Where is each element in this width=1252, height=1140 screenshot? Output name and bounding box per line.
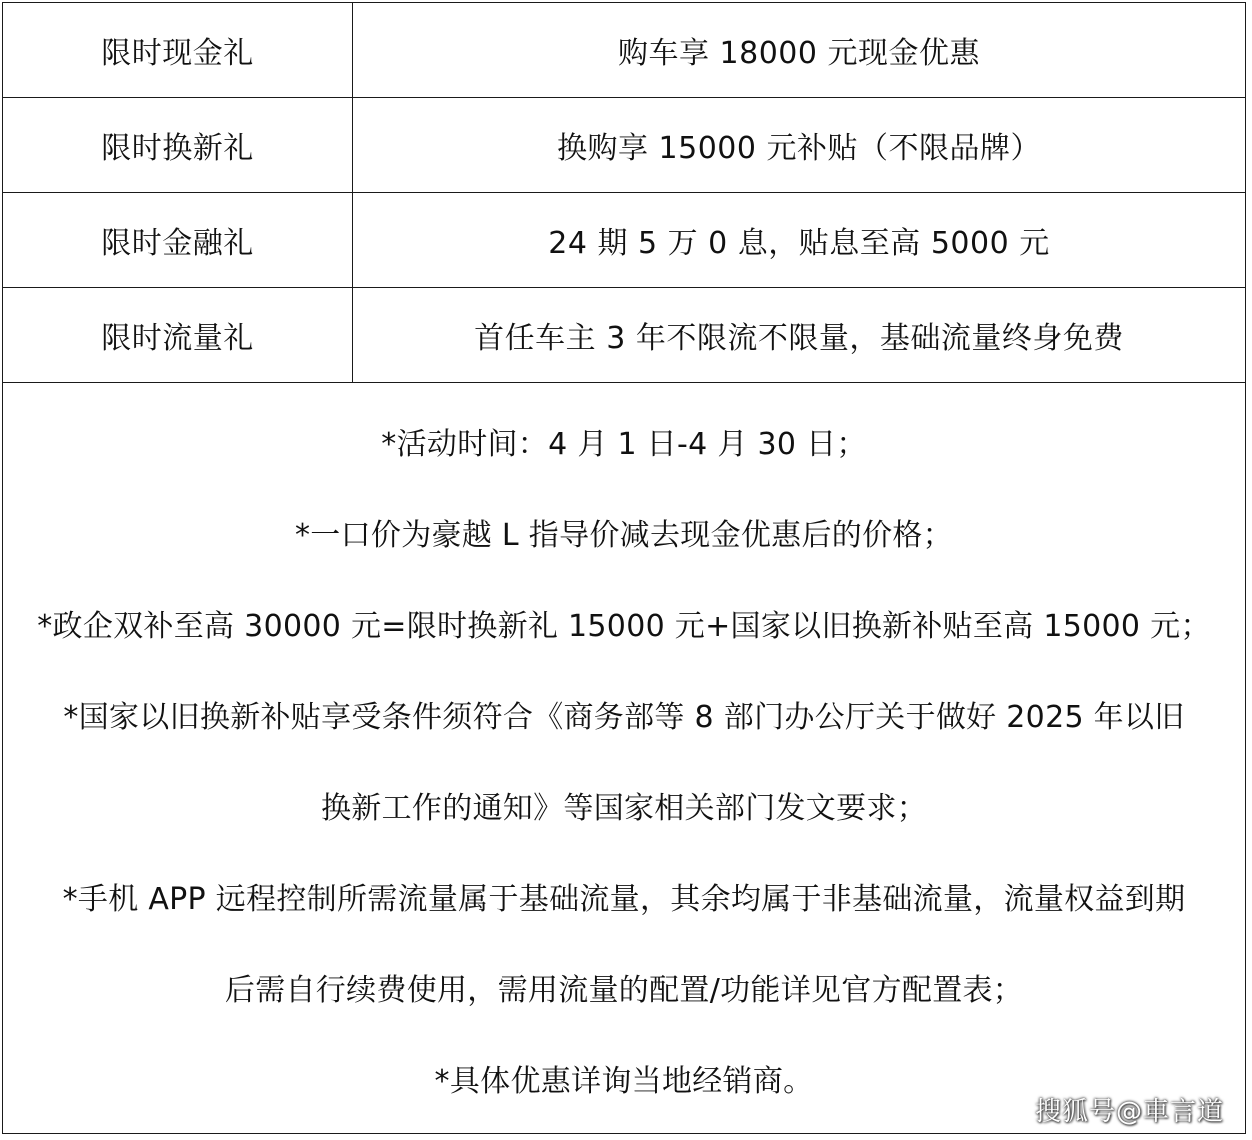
note-line: 换新工作的通知》等国家相关部门发文要求； [321,791,927,826]
table-row [3,98,1245,193]
offer-value: 购车享 18000 元现金优惠 [617,36,980,71]
note-line: *政企双补至高 30000 元=限时换新礼 15000 元+国家以旧换新补贴至高 15000 元； [37,609,1211,644]
table-row [3,3,1245,98]
note-line: *国家以旧换新补贴享受条件须符合《商务部等 8 部门办公厅关于做好 2025 年以旧 [63,700,1185,735]
offer-label: 限时金融礼 [3,193,353,287]
offer-label: 限时流量礼 [3,288,353,382]
offer-label: 限时换新礼 [3,98,353,192]
offer-table [2,2,1246,1134]
table-row [3,288,1245,383]
terms-notes [3,383,1245,1127]
note-line: 后需自行续费使用，需用流量的配置/功能详见官方配置表； [224,973,1024,1008]
note-line: *手机 APP 远程控制所需流量属于基础流量，其余均属于非基础流量，流量权益到期 [62,882,1186,917]
offer-value: 首任车主 3 年不限流不限量，基础流量终身免费 [474,321,1124,356]
watermark: 搜狐号@車言道 [1034,1097,1224,1127]
offer-value: 换购享 15000 元补贴（不限品牌） [556,131,1041,166]
table-row [3,193,1245,288]
note-line: *具体优惠详询当地经销商。 [434,1064,814,1099]
offer-label: 限时现金礼 [3,3,353,97]
note-line: *活动时间：4 月 1 日-4 月 30 日； [381,427,867,462]
offer-value: 24 期 5 万 0 息，贴息至高 5000 元 [548,226,1050,261]
note-line: *一口价为豪越 L 指导价减去现金优惠后的价格； [295,518,953,553]
